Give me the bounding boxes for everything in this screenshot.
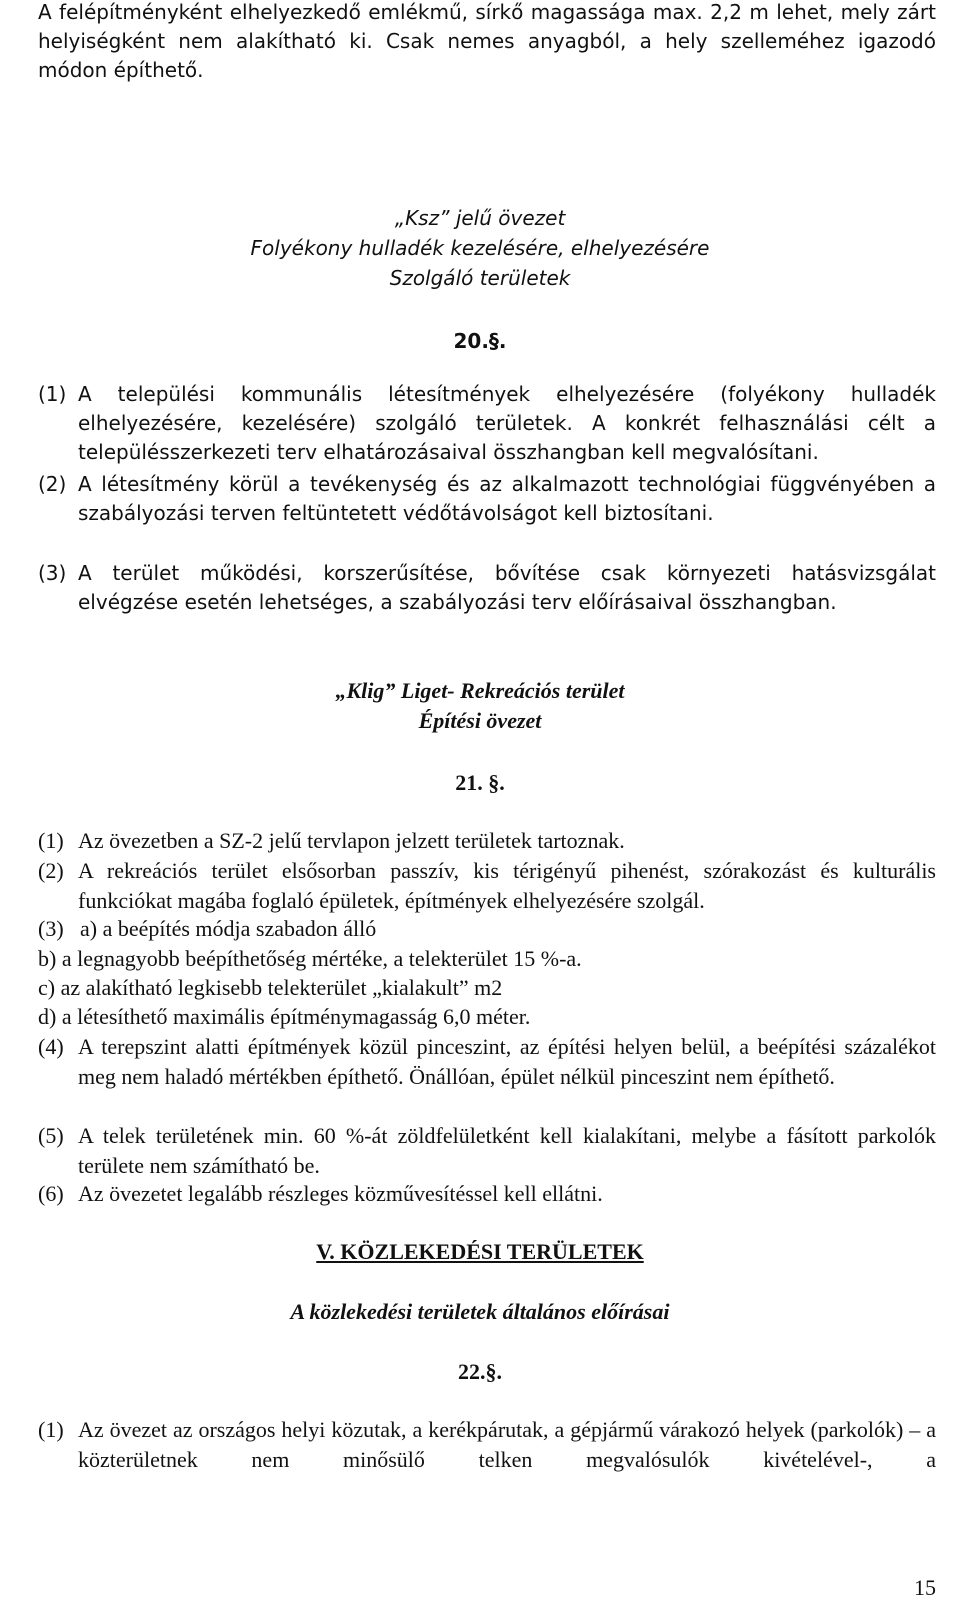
klig-heading-line2: Építési övezet: [418, 708, 542, 733]
klig-item-number-1: (1): [38, 828, 64, 853]
klig-item-3d: d) a létesíthető maximális építménymagasság 6,0 méter.: [38, 1004, 531, 1029]
ksz-item-number: (1): [38, 382, 67, 406]
ksz-item-3: [38, 559, 936, 617]
ksz-item-text: A létesítmény körül a tevékenység és az alkalmazott technológiai függvényében a szabályozási terven feltüntetett védőtávolságot kell biztosítani.: [78, 472, 936, 525]
page-number: 15: [914, 1575, 936, 1600]
klig-heading-line1: „Klig” Liget- Rekreációs terület: [335, 678, 625, 703]
ksz-item-1: [38, 380, 936, 467]
chapter-item-number: (1): [38, 1417, 64, 1442]
chapter-title: V. KÖZLEKEDÉSI TERÜLETEK: [316, 1239, 644, 1264]
klig-item-3a: a) a beépítés módja szabadon álló: [80, 916, 377, 941]
klig-item-2-text: A rekreációs terület elsősorban passzív, kis térigényű pihenést, szórakozást és kulturális funkciókat magába foglaló épületek, építmények elhelyezésére szolgál.: [78, 858, 936, 913]
klig-item-3c: c) az alakítható legkisebb telekterület „kialakult” m2: [38, 975, 503, 1000]
intro-paragraph: A felépítményként elhelyezkedő emlékmű, sírkő magassága max. 2,2 m lehet, mely zárt helyiségként nem alakítható ki. Csak nemes anyagból, a hely szelleméhez igazodó módon építhető.: [38, 0, 936, 82]
ksz-heading-line1: „Ksz” jelű övezet: [394, 206, 566, 230]
ksz-item-2: [38, 470, 936, 528]
ksz-item-text: A települési kommunális létesítmények elhelyezésére (folyékony hulladék elhelyezésére, kezelésére) szolgáló területek. A konkrét felhasználási célt a településszerkezeti terv elhatározásaival összhangban kell megvalósítani.: [78, 382, 936, 464]
ksz-item-text: A terület működési, korszerűsítése, bővítése csak környezeti hatásvizsgálat elvégzése esetén lehetséges, a szabályozási terv előírásaival összhangban.: [78, 561, 936, 614]
klig-item-1-text: Az övezetben a SZ-2 jelű tervlapon jelzett területek tartoznak.: [78, 828, 625, 853]
klig-item-3b: b) a legnagyobb beépíthetőség mértéke, a telekterület 15 %-a.: [38, 946, 582, 971]
chapter-section-number: 22.§.: [458, 1359, 502, 1384]
klig-section-number: 21. §.: [455, 770, 505, 795]
ksz-heading-line2: Folyékony hulladék kezelésére, elhelyezésére: [250, 236, 710, 260]
klig-item-number-4: (4): [38, 1034, 64, 1059]
klig-item-5-text: A telek területének min. 60 %-át zöldfelületként kell kialakítani, melybe a fásított parkolók területe nem számítható be.: [78, 1123, 936, 1178]
klig-item-number-3: (3): [38, 916, 64, 941]
ksz-item-number: (2): [38, 472, 67, 496]
klig-item-6-text: Az övezetet legalább részleges közművesítéssel kell ellátni.: [78, 1181, 603, 1206]
klig-item-4-text: A terepszint alatti építmények közül pinceszint, az építési helyen belül, a beépítési százalékot meg nem haladó mértékben építhető. Önállóan, épület nélkül pinceszint nem építhető.: [78, 1034, 936, 1089]
ksz-section-number: 20.§.: [453, 329, 507, 353]
chapter-subtitle: A közlekedési területek általános előírásai: [290, 1299, 670, 1324]
ksz-heading-line3: Szolgáló területek: [389, 266, 571, 290]
klig-item-number-2: (2): [38, 858, 64, 883]
klig-item-number-5: (5): [38, 1123, 64, 1148]
klig-item-number-6: (6): [38, 1181, 64, 1206]
ksz-item-number: (3): [38, 561, 67, 585]
chapter-item-text: Az övezet az országos helyi közutak, a kerékpárutak, a gépjármű várakozó helyek (parkolók) – a közterületnek nem minősülő telken megvalósulók kivételével-, a: [78, 1417, 936, 1472]
